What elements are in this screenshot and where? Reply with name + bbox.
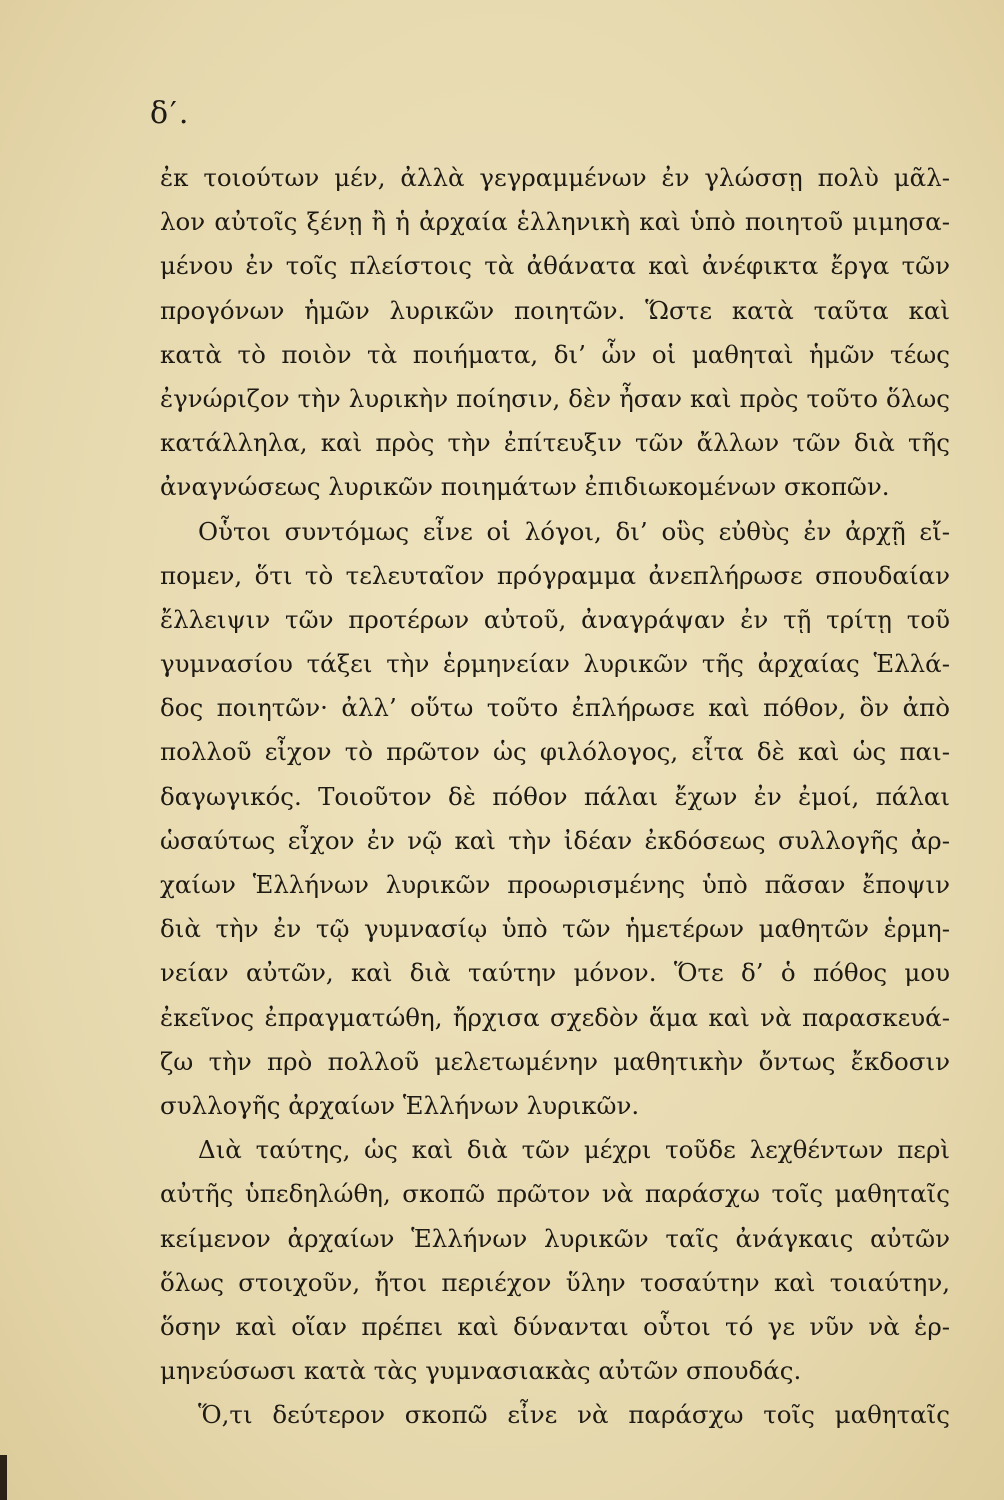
text-line: ὅσην καὶ οἵαν πρέπει καὶ δύνανται οὗτοι τό γε νῦν νὰ ἑρ-	[160, 1311, 950, 1341]
text-line: λον αὐτοῖς ξένῃ ἢ ἡ ἀρχαία ἑλληνικὴ καὶ ὑπὸ ποιητοῦ μιμησα-	[160, 207, 950, 237]
text-line: ἐγνώριζον τὴν λυρικὴν ποίησιν, δὲν ἦσαν καὶ πρὸς τοῦτο ὅλως	[160, 383, 950, 413]
text-line: ὅλως στοιχοῦν, ἤτοι περιέχον ὕλην τοσαύτην καὶ τοιαύτην,	[160, 1267, 950, 1297]
scan-edge-mark	[0, 1455, 7, 1500]
text-line: μηνεύσωσι κατὰ τὰς γυμνασιακὰς αὐτῶν σπουδάς.	[160, 1356, 802, 1386]
text-line: κατὰ τὸ ποιὸν τὰ ποιήματα, δι’ ὧν οἱ μαθηταὶ ἡμῶν τέως	[160, 339, 950, 369]
text-line: συλλογῆς ἀρχαίων Ἑλλήνων λυρικῶν.	[160, 1090, 640, 1120]
text-line: κατάλληλα, καὶ πρὸς τὴν ἐπίτευξιν τῶν ἄλλων τῶν διὰ τῆς	[160, 428, 950, 458]
paragraph-1	[160, 156, 950, 510]
text-line: πολλοῦ εἶχον τὸ πρῶτον ὡς φιλόλογος, εἶτα δὲ καὶ ὡς παι-	[160, 737, 950, 767]
text-line: ὡσαύτως εἶχον ἐν νῷ καὶ τὴν ἰδέαν ἐκδόσεως συλλογῆς ἀρ-	[160, 825, 950, 855]
text-line: μένου ἐν τοῖς πλείστοις τὰ ἀθάνατα καὶ ἀνέφικτα ἔργα τῶν	[160, 251, 950, 281]
text-line: αὐτῆς ὑπεδηλώθη, σκοπῶ πρῶτον νὰ παράσχω τοῖς μαθηταῖς	[160, 1179, 950, 1209]
text-line: ἀναγνώσεως λυρικῶν ποιημάτων ἐπιδιωκομένων σκοπῶν.	[160, 472, 890, 502]
text-line: δαγωγικός. Τοιοῦτον δὲ πόθον πάλαι ἔχων ἐν ἐμοί, πάλαι	[160, 781, 950, 811]
page-number: δ′.	[150, 96, 191, 131]
text-line: Διὰ ταύτης, ὡς καὶ διὰ τῶν μέχρι τοῦδε λεχθέντων περὶ	[198, 1135, 950, 1165]
text-line: ζω τὴν πρὸ πολλοῦ μελετωμένην μαθητικὴν ὄντως ἔκδοσιν	[160, 1046, 950, 1076]
text-line: Ὅ,τι δεύτερον σκοπῶ εἶνε νὰ παράσχω τοῖς μαθηταῖς	[198, 1400, 950, 1430]
paragraph-3	[160, 1128, 950, 1393]
text-line: ἐκεῖνος ἐπραγματώθη, ἤρχισα σχεδὸν ἅμα καὶ νὰ παρασκευά-	[160, 1002, 950, 1032]
text-line: δος ποιητῶν· ἀλλ’ οὕτω τοῦτο ἐπλήρωσε καὶ πόθον, ὃν ἀπὸ	[160, 693, 950, 723]
paragraph-2	[160, 510, 950, 1129]
paragraph-4	[160, 1393, 950, 1437]
text-line: κείμενον ἀρχαίων Ἑλλήνων λυρικῶν ταῖς ἀνάγκαις αὐτῶν	[160, 1223, 950, 1253]
text-line: ἐκ τοιούτων μέν, ἀλλὰ γεγραμμένων ἐν γλώσσῃ πολὺ μᾶλ-	[160, 163, 950, 192]
body-text	[160, 156, 950, 1437]
text-line: πομεν, ὅτι τὸ τελευταῖον πρόγραμμα ἀνεπλήρωσε σπουδαίαν	[160, 560, 950, 590]
text-line: χαίων Ἑλλήνων λυρικῶν προωρισμένης ὑπὸ πᾶσαν ἔποψιν	[160, 870, 950, 899]
text-line: γυμνασίου τάξει τὴν ἑρμηνείαν λυρικῶν τῆς ἀρχαίας Ἑλλά-	[160, 649, 950, 679]
text-line: προγόνων ἡμῶν λυρικῶν ποιητῶν. Ὥστε κατὰ ταῦτα καὶ	[160, 295, 950, 325]
text-line: νείαν αὐτῶν, καὶ διὰ ταύτην μόνον. Ὅτε δ’ ὁ πόθος μου	[160, 958, 950, 988]
text-line: ἔλλειψιν τῶν προτέρων αὐτοῦ, ἀναγράψαν ἐν τῇ τρίτῃ τοῦ	[160, 604, 950, 634]
text-line: Οὗτοι συντόμως εἶνε οἱ λόγοι, δι’ οὓς εὐθὺς ἐν ἀρχῇ εἴ-	[198, 516, 950, 546]
text-line: διὰ τὴν ἐν τῷ γυμνασίῳ ὑπὸ τῶν ἡμετέρων μαθητῶν ἑρμη-	[160, 914, 950, 944]
